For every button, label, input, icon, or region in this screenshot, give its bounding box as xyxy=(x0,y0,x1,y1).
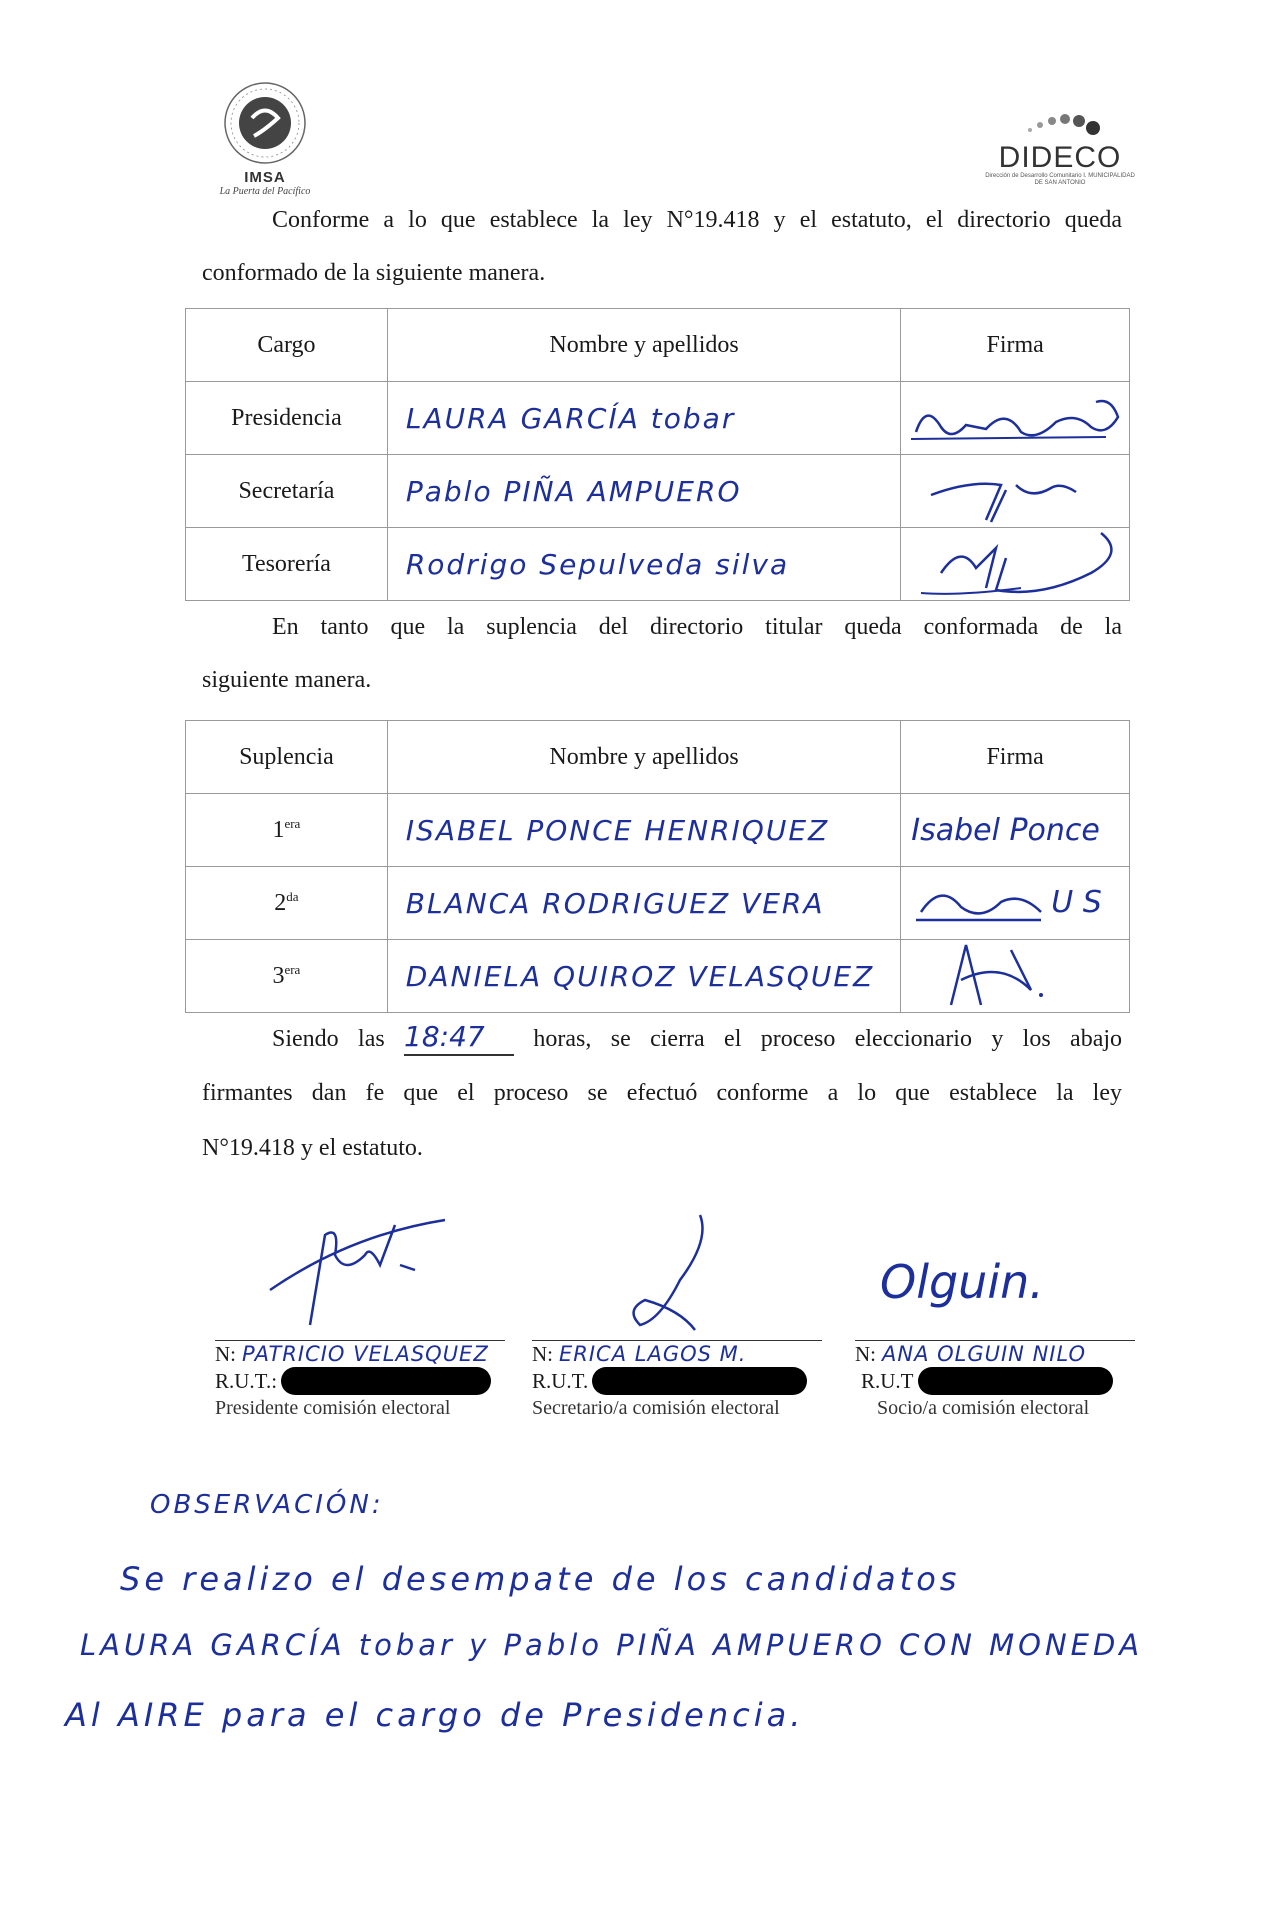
dideco-name: DIDECO xyxy=(998,141,1122,174)
redacted-rut xyxy=(281,1367,491,1395)
observation-line-3: Al AIRE para el cargo de Presidencia. xyxy=(65,1696,805,1734)
observation-line-2: LAURA GARCÍA tobar y Pablo PIÑA AMPUERO CON MONEDA xyxy=(80,1628,1144,1662)
table-row xyxy=(186,455,1130,528)
secretario-role: Secretario/a comisión electoral xyxy=(532,1397,780,1419)
nombre-suplencia-3: DANIELA QUIROZ VELASQUEZ xyxy=(387,940,900,1013)
table-row xyxy=(186,382,1130,455)
observation-title: OBSERVACIÓN: xyxy=(150,1490,384,1520)
presidente-role: Presidente comisión electoral xyxy=(215,1397,451,1419)
intro-line-2: conformado de la siguiente manera. xyxy=(202,260,546,286)
cargo-presidencia: Presidencia xyxy=(186,382,388,455)
closing-line-2: firmantes dan fe que el proceso se efectuó conforme a lo que establece la ley xyxy=(202,1080,1122,1106)
socio-name: ANA OLGUIN NILO xyxy=(882,1342,1087,1366)
intro-line-1: Conforme a lo que establece la ley N°19.418 y el estatuto, el directorio queda xyxy=(272,207,1122,233)
directorio-header-row xyxy=(186,309,1130,382)
suplencia-3: $3^{era}$ xyxy=(186,940,388,1013)
secretario-name: ERICA LAGOS M. xyxy=(559,1342,747,1366)
firma-suplencia-2-initials: U S xyxy=(1051,885,1102,920)
header-suplencia: Suplencia xyxy=(186,721,388,794)
municipal-seal-icon xyxy=(220,78,310,168)
closing-line-1: Siendo las 18:47 horas, se cierra el proceso eleccionario y los abajo xyxy=(272,1022,1122,1056)
firma-tesoreria xyxy=(901,528,1130,601)
table-row xyxy=(186,940,1130,1013)
closing-line-3: N°19.418 y el estatuto. xyxy=(202,1135,423,1161)
commission-socio: N: ANA OLGUIN NILO R.U.T Socio/a comisión electoral xyxy=(855,1340,1135,1421)
header-firma: Firma xyxy=(901,721,1130,794)
table-row xyxy=(186,867,1130,940)
firma-secretaria xyxy=(901,455,1130,528)
signature-tesoreria-icon xyxy=(901,528,1130,601)
dideco-logo xyxy=(985,108,1135,187)
header-cargo: Cargo xyxy=(186,309,388,382)
signature-suplencia-2-icon xyxy=(911,872,1051,932)
nombre-secretaria: Pablo PIÑA AMPUERO xyxy=(387,455,900,528)
table-row xyxy=(186,794,1130,867)
signature-presidente-comision-icon xyxy=(250,1215,460,1335)
suplencia-1: $1^{era}$ xyxy=(186,794,388,867)
directorio-table xyxy=(185,308,1130,601)
dideco-subtitle: Dirección de Desarrollo Comunitario I. MUNICIPALIDAD DE SAN ANTONIO xyxy=(985,173,1135,186)
redacted-rut xyxy=(918,1367,1113,1395)
nombre-tesoreria: Rodrigo Sepulveda silva xyxy=(387,528,900,601)
redacted-rut xyxy=(592,1367,807,1395)
suplencia-intro-line-1: En tanto que la suplencia del directorio titular queda conformada de la xyxy=(272,614,1122,640)
firma-suplencia-2 xyxy=(901,867,1130,940)
suplencia-table xyxy=(185,720,1130,1013)
suplencia-2: $2^{da}$ xyxy=(186,867,388,940)
socio-role: Socio/a comisión electoral xyxy=(877,1397,1090,1419)
observation-line-1: Se realizo el desempate de los candidatos xyxy=(120,1560,961,1598)
cargo-secretaria: Secretaría xyxy=(186,455,388,528)
suplencia-intro-line-2: siguiente manera. xyxy=(202,667,372,693)
signature-presidencia-icon xyxy=(906,387,1126,452)
signature-suplencia-3-icon xyxy=(921,940,1081,1013)
dideco-dots-icon xyxy=(985,108,1135,138)
nombre-suplencia-2: BLANCA RODRIGUEZ VERA xyxy=(387,867,900,940)
table-row xyxy=(186,528,1130,601)
header-nombre: Nombre y apellidos xyxy=(387,309,900,382)
imsa-logo xyxy=(205,78,325,197)
nombre-suplencia-1: ISABEL PONCE HENRIQUEZ xyxy=(387,794,900,867)
firma-presidencia xyxy=(901,382,1130,455)
commission-secretario: N: ERICA LAGOS M. R.U.T. Secretario/a comisión electoral xyxy=(532,1340,822,1421)
suplencia-header-row xyxy=(186,721,1130,794)
imsa-tagline: La Puerta del Pacífico xyxy=(219,186,311,197)
header-firma: Firma xyxy=(901,309,1130,382)
imsa-abbr: IMSA xyxy=(244,169,286,186)
commission-presidente: N: PATRICIO VELASQUEZ R.U.T.: Presidente comisión electoral xyxy=(215,1340,505,1421)
presidente-name: PATRICIO VELASQUEZ xyxy=(242,1342,489,1366)
firma-suplencia-1: Isabel Ponce xyxy=(901,794,1130,867)
signature-secretario-comision-icon xyxy=(600,1210,730,1340)
cargo-tesoreria: Tesorería xyxy=(186,528,388,601)
signature-secretaria-icon xyxy=(911,460,1121,525)
closing-time: 18:47 xyxy=(404,1022,514,1056)
header-nombre: Nombre y apellidos xyxy=(387,721,900,794)
firma-suplencia-3 xyxy=(901,940,1130,1013)
nombre-presidencia: LAURA GARCÍA tobar xyxy=(387,382,900,455)
signature-socio-comision: Olguin. xyxy=(880,1255,1044,1309)
